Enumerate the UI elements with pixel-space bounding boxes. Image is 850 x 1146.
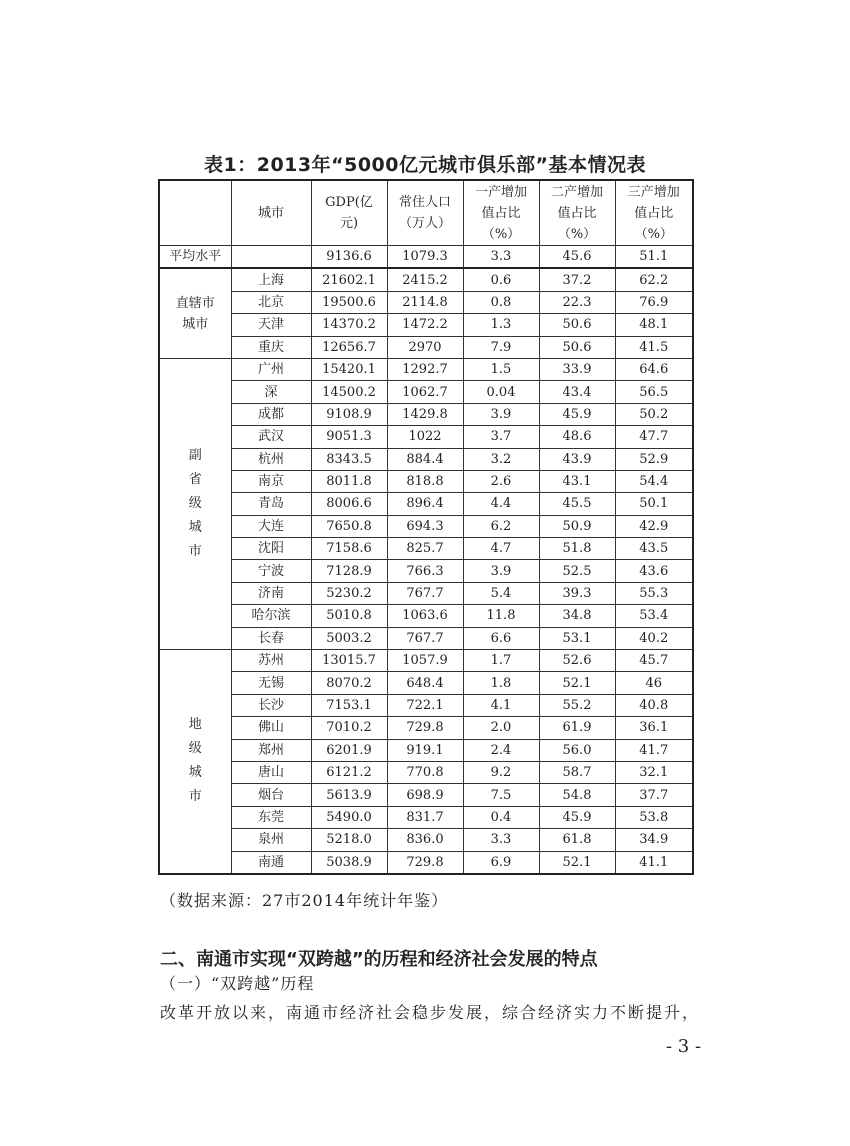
table-cell: 8006.6 <box>311 493 387 515</box>
table-cell: 4.1 <box>463 694 539 716</box>
table-cell: 33.9 <box>539 358 615 380</box>
table-cell: 37.2 <box>539 268 615 291</box>
table-cell: 45.9 <box>539 806 615 828</box>
city-name: 唐山 <box>231 761 311 783</box>
table-cell: 45.9 <box>539 403 615 425</box>
table-cell: 50.1 <box>615 493 693 515</box>
table-cell: 9108.9 <box>311 403 387 425</box>
header-tertiary: 三产增加 值占比 （%） <box>615 180 693 246</box>
table-cell: 6.2 <box>463 515 539 537</box>
table-cell: 5613.9 <box>311 784 387 806</box>
table-cell: 8070.2 <box>311 672 387 694</box>
table-cell: 52.6 <box>539 650 615 672</box>
table-cell: 836.0 <box>387 829 463 851</box>
city-name: 济南 <box>231 582 311 604</box>
table-cell: 52.1 <box>539 851 615 874</box>
table-cell: 46 <box>615 672 693 694</box>
table-cell: 698.9 <box>387 784 463 806</box>
table-cell: 2114.8 <box>387 291 463 313</box>
table-cell: 45.5 <box>539 493 615 515</box>
city-name: 武汉 <box>231 426 311 448</box>
table-row <box>159 426 693 448</box>
table-cell: 51.8 <box>539 538 615 560</box>
group-municipality: 直辖市 城市 <box>159 268 231 358</box>
table-cell: 7153.1 <box>311 694 387 716</box>
table-row <box>159 650 693 672</box>
average-label: 平均水平 <box>159 246 231 269</box>
table-cell: 41.1 <box>615 851 693 874</box>
table-cell: 50.6 <box>539 336 615 358</box>
table-row <box>159 784 693 806</box>
table-cell: 52.9 <box>615 448 693 470</box>
table-cell: 43.6 <box>615 560 693 582</box>
table-cell: 61.9 <box>539 717 615 739</box>
table-cell: 2.6 <box>463 470 539 492</box>
table-cell: 1062.7 <box>387 381 463 403</box>
header-gdp: GDP(亿 元) <box>311 180 387 246</box>
table-cell: 41.5 <box>615 336 693 358</box>
table-row <box>159 739 693 761</box>
header-population: 常住人口 （万人） <box>387 180 463 246</box>
table-cell: 5218.0 <box>311 829 387 851</box>
city-name: 广州 <box>231 358 311 380</box>
table-cell: 767.7 <box>387 627 463 649</box>
table-cell: 884.4 <box>387 448 463 470</box>
table-cell: 54.8 <box>539 784 615 806</box>
data-source-note: （数据来源：27市2014年统计年鉴） <box>160 891 449 910</box>
table-row <box>159 515 693 537</box>
table-row <box>159 627 693 649</box>
table-cell: 5038.9 <box>311 851 387 874</box>
table-cell: 0.4 <box>463 806 539 828</box>
table-cell: 55.3 <box>615 582 693 604</box>
table-row <box>159 694 693 716</box>
table-cell: 39.3 <box>539 582 615 604</box>
table-cell: 7158.6 <box>311 538 387 560</box>
average-row <box>159 246 693 269</box>
city-name: 沈阳 <box>231 538 311 560</box>
table-cell: 50.6 <box>539 314 615 336</box>
table-cell: 3.2 <box>463 448 539 470</box>
table-cell: 48.1 <box>615 314 693 336</box>
table-cell: 5010.8 <box>311 605 387 627</box>
table-cell: 831.7 <box>387 806 463 828</box>
table-cell: 896.4 <box>387 493 463 515</box>
city-name: 深 <box>231 381 311 403</box>
city-name: 南通 <box>231 851 311 874</box>
table-cell: 55.2 <box>539 694 615 716</box>
table-cell: 15420.1 <box>311 358 387 380</box>
table-cell: 648.4 <box>387 672 463 694</box>
table-cell: 6.9 <box>463 851 539 874</box>
table-cell: 42.9 <box>615 515 693 537</box>
table-cell: 14370.2 <box>311 314 387 336</box>
table-header-row <box>159 180 693 246</box>
table-cell: 53.1 <box>539 627 615 649</box>
city-name: 哈尔滨 <box>231 605 311 627</box>
body-paragraph: 改革开放以来，南通市经济社会稳步发展，综合经济实力不断提升， <box>160 1003 701 1022</box>
table-cell: 58.7 <box>539 761 615 783</box>
table-cell: 50.2 <box>615 403 693 425</box>
table-cell: 22.3 <box>539 291 615 313</box>
table-cell: 62.2 <box>615 268 693 291</box>
table-cell: 0.04 <box>463 381 539 403</box>
table-row <box>159 291 693 313</box>
table-row <box>159 582 693 604</box>
data-table <box>158 179 694 875</box>
table-row <box>159 336 693 358</box>
table-cell: 53.8 <box>615 806 693 828</box>
table-cell: 52.5 <box>539 560 615 582</box>
city-name: 佛山 <box>231 717 311 739</box>
table-cell: 36.1 <box>615 717 693 739</box>
table-cell: 1429.8 <box>387 403 463 425</box>
table-row <box>159 268 693 291</box>
table-row <box>159 470 693 492</box>
table-cell: 21602.1 <box>311 268 387 291</box>
table-cell: 40.8 <box>615 694 693 716</box>
header-secondary: 二产增加 值占比 （%） <box>539 180 615 246</box>
table-cell: 5230.2 <box>311 582 387 604</box>
table-cell: 825.7 <box>387 538 463 560</box>
average-value: 3.3 <box>463 246 539 269</box>
table-cell: 729.8 <box>387 851 463 874</box>
table-cell: 4.7 <box>463 538 539 560</box>
table-cell: 5490.0 <box>311 806 387 828</box>
table-cell: 1063.6 <box>387 605 463 627</box>
city-name: 杭州 <box>231 448 311 470</box>
table-cell: 4.4 <box>463 493 539 515</box>
table-cell: 43.4 <box>539 381 615 403</box>
table-cell: 13015.7 <box>311 650 387 672</box>
table-cell: 7.5 <box>463 784 539 806</box>
table-cell: 7128.9 <box>311 560 387 582</box>
table-cell: 694.3 <box>387 515 463 537</box>
table-cell: 2.4 <box>463 739 539 761</box>
table-cell: 8343.5 <box>311 448 387 470</box>
city-name: 成都 <box>231 403 311 425</box>
average-value: 1079.3 <box>387 246 463 269</box>
table-cell: 1.5 <box>463 358 539 380</box>
table-row <box>159 448 693 470</box>
table-cell: 6121.2 <box>311 761 387 783</box>
table-cell: 12656.7 <box>311 336 387 358</box>
table-row <box>159 560 693 582</box>
table-row <box>159 605 693 627</box>
table-cell: 6201.9 <box>311 739 387 761</box>
city-name: 烟台 <box>231 784 311 806</box>
table-row <box>159 538 693 560</box>
table-row <box>159 806 693 828</box>
table-cell: 50.9 <box>539 515 615 537</box>
table-cell: 9.2 <box>463 761 539 783</box>
city-name: 天津 <box>231 314 311 336</box>
table-cell: 5.4 <box>463 582 539 604</box>
city-name: 大连 <box>231 515 311 537</box>
table-cell: 53.4 <box>615 605 693 627</box>
table-row <box>159 829 693 851</box>
city-name: 郑州 <box>231 739 311 761</box>
table-cell: 1292.7 <box>387 358 463 380</box>
table-cell: 767.7 <box>387 582 463 604</box>
city-name: 南京 <box>231 470 311 492</box>
table-cell: 3.9 <box>463 560 539 582</box>
table-row <box>159 493 693 515</box>
table-row <box>159 381 693 403</box>
table-cell: 2415.2 <box>387 268 463 291</box>
table-row <box>159 761 693 783</box>
table-cell: 43.1 <box>539 470 615 492</box>
city-name: 北京 <box>231 291 311 313</box>
table-cell: 818.8 <box>387 470 463 492</box>
table-cell: 52.1 <box>539 672 615 694</box>
average-value: 9136.6 <box>311 246 387 269</box>
table-cell: 48.6 <box>539 426 615 448</box>
table-cell: 5003.2 <box>311 627 387 649</box>
table-cell: 43.9 <box>539 448 615 470</box>
section-heading: 二、南通市实现“双跨越”的历程和经济社会发展的特点 <box>160 949 598 970</box>
table-cell: 1022 <box>387 426 463 448</box>
table-cell: 9051.3 <box>311 426 387 448</box>
table-cell: 1.7 <box>463 650 539 672</box>
subsection-heading: （一）“双跨越”历程 <box>160 974 315 993</box>
header-primary: 一产增加 值占比 （%） <box>463 180 539 246</box>
table-cell: 47.7 <box>615 426 693 448</box>
table-cell: 14500.2 <box>311 381 387 403</box>
table-row <box>159 358 693 380</box>
table-cell: 8011.8 <box>311 470 387 492</box>
table-cell: 3.7 <box>463 426 539 448</box>
city-name: 青岛 <box>231 493 311 515</box>
table-cell: 56.0 <box>539 739 615 761</box>
page-number: - 3 - <box>666 1036 702 1057</box>
header-corner <box>159 180 231 246</box>
city-name: 长春 <box>231 627 311 649</box>
table-cell: 722.1 <box>387 694 463 716</box>
city-name: 东莞 <box>231 806 311 828</box>
table-row <box>159 403 693 425</box>
table-cell: 61.8 <box>539 829 615 851</box>
header-city: 城市 <box>231 180 311 246</box>
table-cell: 0.8 <box>463 291 539 313</box>
table-cell: 34.8 <box>539 605 615 627</box>
table-cell: 7010.2 <box>311 717 387 739</box>
city-name: 无锡 <box>231 672 311 694</box>
group-sub-provincial: 副 省 级 城 市 <box>159 358 231 649</box>
group-prefecture: 地 级 城 市 <box>159 650 231 874</box>
table-cell: 34.9 <box>615 829 693 851</box>
table-cell: 919.1 <box>387 739 463 761</box>
table-cell: 729.8 <box>387 717 463 739</box>
table-cell: 7650.8 <box>311 515 387 537</box>
table-cell: 45.7 <box>615 650 693 672</box>
average-city-empty <box>231 246 311 269</box>
table-cell: 41.7 <box>615 739 693 761</box>
table-cell: 1472.2 <box>387 314 463 336</box>
table-title: 表1：2013年“5000亿元城市俱乐部”基本情况表 <box>204 154 646 176</box>
table-cell: 1.3 <box>463 314 539 336</box>
average-value: 45.6 <box>539 246 615 269</box>
city-name: 上海 <box>231 268 311 291</box>
table-cell: 56.5 <box>615 381 693 403</box>
city-name: 泉州 <box>231 829 311 851</box>
table-cell: 766.3 <box>387 560 463 582</box>
table-cell: 19500.6 <box>311 291 387 313</box>
table-cell: 7.9 <box>463 336 539 358</box>
city-name: 宁波 <box>231 560 311 582</box>
table-row <box>159 314 693 336</box>
table-cell: 3.9 <box>463 403 539 425</box>
table-cell: 1057.9 <box>387 650 463 672</box>
city-name: 重庆 <box>231 336 311 358</box>
table-cell: 6.6 <box>463 627 539 649</box>
table-cell: 37.7 <box>615 784 693 806</box>
table-cell: 43.5 <box>615 538 693 560</box>
table-cell: 40.2 <box>615 627 693 649</box>
table-cell: 770.8 <box>387 761 463 783</box>
table-cell: 76.9 <box>615 291 693 313</box>
table-cell: 11.8 <box>463 605 539 627</box>
city-name: 长沙 <box>231 694 311 716</box>
city-name: 苏州 <box>231 650 311 672</box>
table-cell: 1.8 <box>463 672 539 694</box>
table-cell: 64.6 <box>615 358 693 380</box>
table-row <box>159 717 693 739</box>
table-row <box>159 672 693 694</box>
table-cell: 54.4 <box>615 470 693 492</box>
table-row <box>159 851 693 874</box>
table-cell: 2970 <box>387 336 463 358</box>
table-body <box>159 246 693 874</box>
table-cell: 3.3 <box>463 829 539 851</box>
table-cell: 0.6 <box>463 268 539 291</box>
table-cell: 2.0 <box>463 717 539 739</box>
average-value: 51.1 <box>615 246 693 269</box>
table-cell: 32.1 <box>615 761 693 783</box>
